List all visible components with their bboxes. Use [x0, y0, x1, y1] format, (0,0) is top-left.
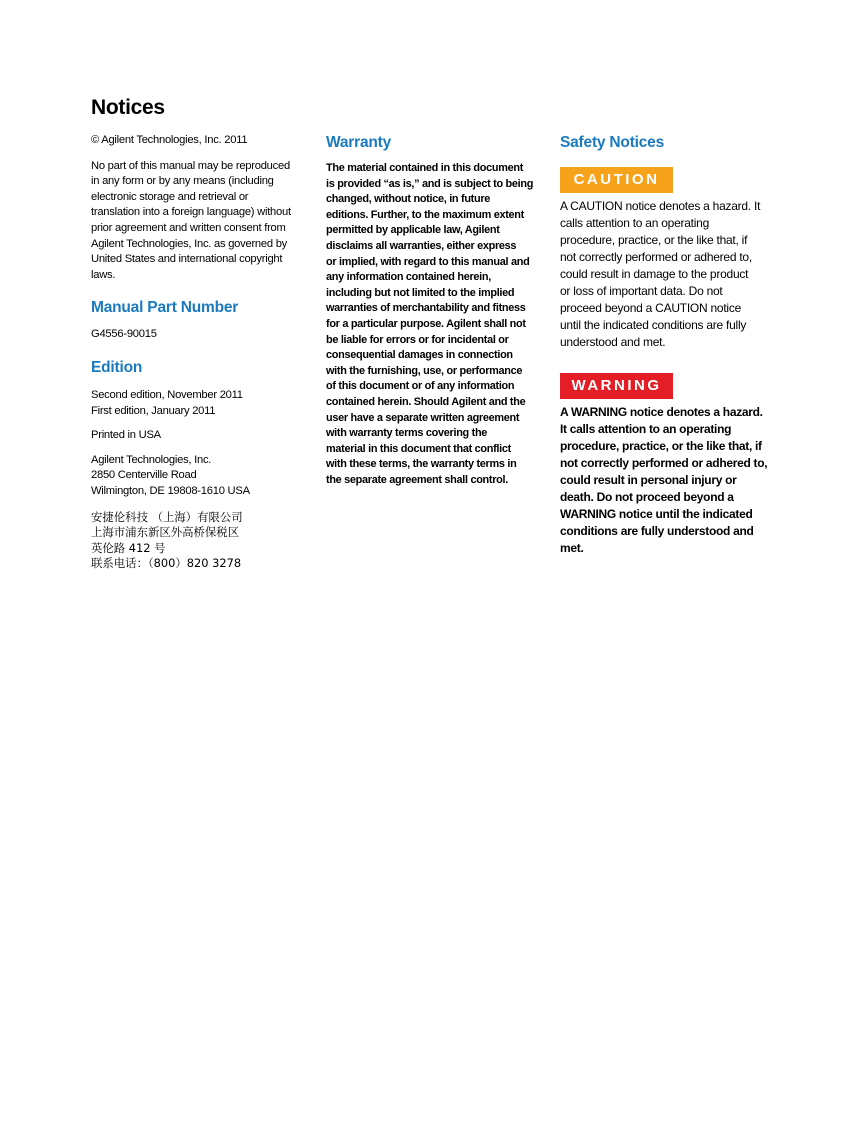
reproduction-line: Agilent Technologies, Inc. as governed by [91, 237, 288, 250]
part-number-heading: Manual Part Number [91, 299, 239, 317]
chinese-address-line: 上海市浦东新区外高桥保税区 [91, 525, 240, 540]
warning-line: conditions are fully understood and [560, 524, 754, 538]
caution-line: until the indicated conditions are fully [560, 318, 747, 332]
warning-line: could result in personal injury or [560, 473, 737, 487]
warranty-line: material in this document that conflict [326, 442, 511, 455]
reproduction-line: in any form or by any means (including [91, 175, 274, 188]
reproduction-line: electronic storage and retrieval or [91, 190, 249, 203]
edition-line: First edition, January 2011 [91, 404, 216, 417]
caution-line: not correctly performed or adhered to, [560, 250, 752, 264]
caution-line: procedure, practice, or the like that, if [560, 233, 748, 247]
warning-badge: WARNING [560, 373, 673, 399]
warranty-line: with the furnishing, use, or performance [326, 364, 523, 377]
warning-line: death. Do not proceed beyond a [560, 490, 734, 504]
caution-line: could result in damage to the product [560, 267, 749, 281]
warranty-line: including but not limited to the implied [326, 286, 515, 299]
warning-line: WARNING notice until the indicated [560, 507, 753, 521]
warning-line: not correctly performed or adhered to, [560, 456, 768, 470]
edition-line: Second edition, November 2011 [91, 388, 243, 401]
warranty-line: the separate agreement shall control. [326, 473, 508, 486]
warranty-line: with warranty terms covering the [326, 427, 488, 440]
warranty-line: consequential damages in connection [326, 349, 513, 362]
caution-badge-wrap [560, 167, 776, 193]
warranty-line: disclaims all warranties, either express [326, 239, 517, 252]
warranty-line: user have a separate written agreement [326, 411, 520, 424]
warranty-line: of this document or of any information [326, 380, 515, 393]
warranty-line: with these terms, the warranty terms in [326, 458, 517, 471]
page-title: Notices [91, 96, 165, 119]
warranty-line: The material contained in this document [326, 162, 524, 174]
chinese-address [91, 510, 309, 572]
caution-line: proceed beyond a CAUTION notice [560, 301, 742, 315]
chinese-address-line: 安捷伦科技 （上海）有限公司 [91, 509, 243, 524]
caution-line: understood and met. [560, 335, 666, 349]
reproduction-line: No part of this manual may be reproduced [91, 159, 290, 172]
address-line: Agilent Technologies, Inc. [91, 453, 212, 466]
warranty-line: is provided “as is,” and is subject to being [326, 177, 534, 190]
reproduction-line: laws. [91, 268, 116, 281]
reproduction-line: translation into a foreign language) without [91, 206, 291, 219]
warranty-text [326, 161, 542, 488]
caution-line: A CAUTION notice denotes a hazard. It [560, 199, 761, 213]
warranty-line: contained herein. Should Agilent and the [326, 395, 526, 408]
warning-line: procedure, practice, or the like that, if [560, 439, 762, 453]
right-column [560, 133, 776, 557]
left-column [91, 133, 309, 572]
edition-heading: Edition [91, 358, 143, 376]
caution-line: calls attention to an operating [560, 216, 710, 230]
part-number: G4556-90015 [91, 328, 157, 341]
caution-badge: CAUTION [560, 167, 673, 193]
reproduction-line: United States and international copyright [91, 253, 283, 266]
warning-line: It calls attention to an operating [560, 422, 732, 436]
chinese-address-line: 英伦路 412 号 [91, 540, 166, 555]
address-line: 2850 Centerville Road [91, 469, 197, 482]
safety-notices-heading: Safety Notices [560, 134, 665, 151]
warranty-line: for a particular purpose. Agilent shall not [326, 317, 526, 330]
middle-column [326, 133, 542, 488]
caution-line: or loss of important data. Do not [560, 284, 723, 298]
warning-line: met. [560, 541, 584, 555]
warranty-line: permitted by applicable law, Agilent [326, 224, 500, 237]
company-address [91, 453, 309, 500]
reproduction-notice [91, 159, 309, 284]
warranty-heading: Warranty [326, 134, 392, 151]
warranty-line: changed, without notice, in future [326, 193, 491, 206]
warning-text [560, 404, 776, 557]
reproduction-line: prior agreement and written consent from [91, 221, 286, 234]
warranty-line: be liable for errors or for incidental or [326, 333, 509, 346]
address-line: Wilmington, DE 19808-1610 USA [91, 484, 250, 497]
warranty-line: any information contained herein, [326, 271, 491, 284]
copyright-notice: © Agilent Technologies, Inc. 2011 [91, 134, 248, 146]
warranty-line: warranties of merchantability and fitness [326, 302, 526, 315]
edition-list [91, 388, 309, 419]
chinese-address-line: 联系电话：（800）820 3278 [91, 556, 242, 571]
warranty-line: or implied, with regard to this manual and [326, 255, 530, 268]
printed-in: Printed in USA [91, 429, 161, 442]
warning-badge-wrap [560, 373, 776, 399]
caution-text [560, 198, 776, 351]
warning-line: A WARNING notice denotes a hazard. [560, 405, 763, 419]
warranty-line: editions. Further, to the maximum extent [326, 208, 524, 221]
